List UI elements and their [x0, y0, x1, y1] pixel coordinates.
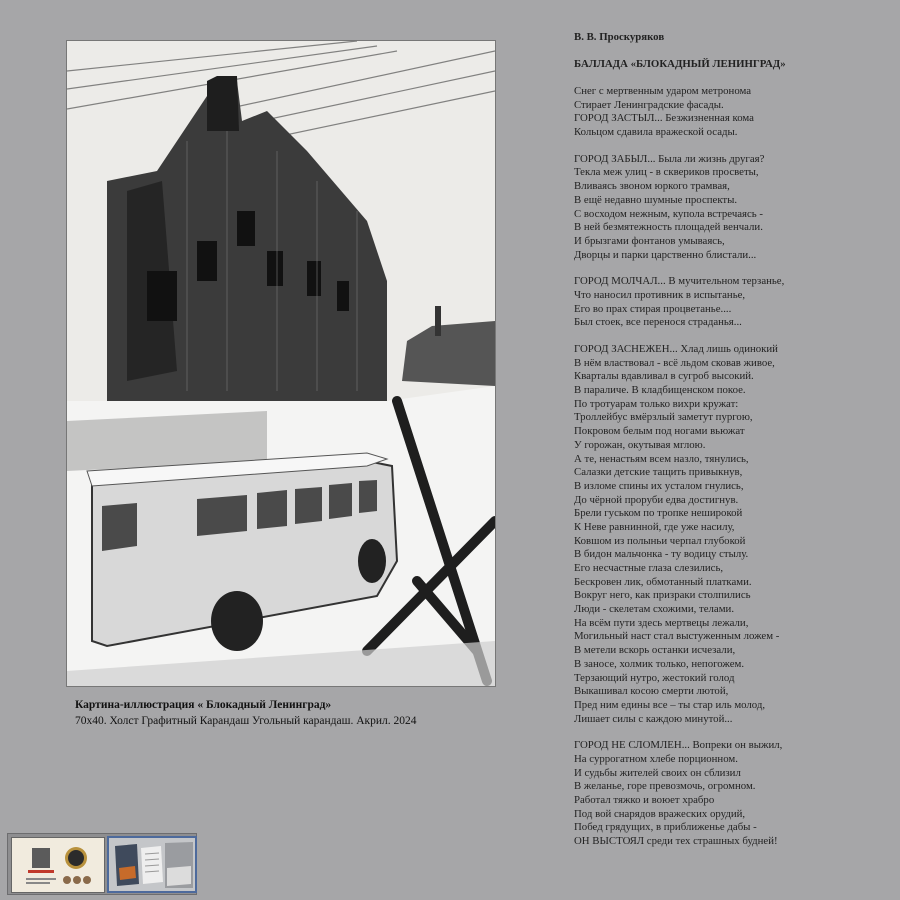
- poem-line: ГОРОД ЗАБЫЛ... Была ли жизнь другая?: [574, 152, 765, 165]
- poem-text: [574, 31, 894, 849]
- poem-line: Был стоек, все перенося страданья...: [574, 316, 742, 329]
- poem-line: К Неве равнинной, где уже насилу,: [574, 520, 735, 533]
- caption-title: Картина-иллюстрация « Блокадный Ленинград»: [75, 699, 332, 711]
- poem-line: По тротуарам только вихри кружат:: [574, 397, 739, 410]
- poem-line: Кварталы вдавливал в сугроб высокий.: [574, 370, 754, 383]
- poem-line: Выкашивал косою смерти лютой,: [574, 685, 729, 698]
- poem-line: Бескровен лик, обмотанный платками.: [574, 575, 752, 588]
- poem-line: С восходом нежным, купола встречаясь -: [574, 207, 764, 220]
- poem-line: В ещё недавно шумные проспекты.: [574, 193, 738, 206]
- poem-line: Его несчастные глаза слезились,: [574, 562, 724, 574]
- poem-line: Под вой снарядов вражеских орудий,: [574, 807, 746, 820]
- poem-line: ОН ВЫСТОЯЛ среди тех страшных будней!: [574, 835, 778, 848]
- poem-line: Троллейбус вмёрзлый заметут пургою,: [574, 411, 753, 424]
- poem-line: И судьбы жителей своих он сблизил: [574, 766, 741, 779]
- poem-line: В ней безмятежность площадей венчали.: [574, 221, 763, 234]
- poem-line: В заносе, холмик только, непогожем.: [574, 657, 745, 670]
- poem-line: ГОРОД ЗАСНЕЖЕН... Хлад лишь одинокий: [574, 343, 778, 355]
- poem-author: В. В. Проскуряков: [574, 31, 665, 43]
- painting-caption: [75, 697, 417, 729]
- poem-line: ГОРОД МОЛЧАЛ... В мучительном терзанье,: [574, 275, 785, 288]
- poem-line: И брызгами фонтанов умываясь,: [574, 234, 725, 247]
- poem-line: Кольцом сдавила вражеской осады.: [574, 126, 738, 139]
- poem-line: Терзающий нутро, жестокий голод: [574, 671, 735, 684]
- poem-line: В параличе. В кладбищенском покое.: [574, 384, 746, 397]
- poem-line: Снег с мертвенным ударом метронома: [574, 85, 752, 97]
- poem-line: Его во прах стирая процветанье....: [574, 302, 732, 315]
- poem-stanza: [574, 275, 894, 330]
- poem-line: В бидон мальчонка - ту водицу стылу.: [574, 548, 749, 561]
- poem-line: Текла меж улиц - в сквериков просветы,: [574, 166, 759, 179]
- poem-stanza: [574, 85, 894, 140]
- poem-title: БАЛЛАДА «БЛОКАДНЫЙ ЛЕНИНГРАД»: [574, 58, 786, 70]
- poem-line: Побед грядущих, в приближенье дабы -: [574, 821, 757, 834]
- poem-line: Люди - скелетам схожими, телами.: [574, 603, 735, 616]
- painting-image: [66, 40, 496, 687]
- poem-stanza: [574, 343, 894, 726]
- poem-stanzas: [574, 85, 894, 849]
- caption-details: 70х40. Холст Графитный Карандаш Угольный карандаш. Акрил. 2024: [75, 715, 417, 727]
- poem-line: Ковшом из полыньи черпал глубокой: [574, 534, 746, 547]
- thumbnail-1[interactable]: [11, 837, 105, 893]
- poem-line: В изломе спины их усталом гнулись,: [574, 479, 744, 492]
- poem-line: В метели вскорь останки исчезали,: [574, 644, 736, 657]
- poem-line: Дворцы и парки царственно блистали...: [574, 248, 757, 261]
- poem-line: Что наносил противник в испытанье,: [574, 288, 746, 301]
- thumbnail-2[interactable]: [107, 836, 197, 893]
- poem-line: Лишает силы с каждою минутой...: [574, 712, 733, 725]
- poem-line: На суррогатном хлебе порционном.: [574, 752, 738, 765]
- poem-line: Стирает Ленинградские фасады.: [574, 98, 724, 111]
- poem-line: Вливаясь звоном юркого трамвая,: [574, 180, 730, 193]
- poem-line: Могильный наст стал выстуженным ложем -: [574, 630, 780, 643]
- poem-line: ГОРОД НЕ СЛОМЛЕН... Вопреки он выжил,: [574, 739, 783, 752]
- poem-line: Покровом белым под ногами вьюжат: [574, 425, 745, 438]
- poem-stanza: [574, 153, 894, 263]
- poem-line: До чёрной проруби едва достигнув.: [574, 493, 739, 506]
- poem-line: Салазки детские тащить привыкнув,: [574, 466, 743, 479]
- poem-stanza: [574, 739, 894, 849]
- poem-line: На всём пути здесь мертвецы лежали,: [574, 616, 749, 629]
- poem-line: Брели гуськом по тропке неширокой: [574, 507, 743, 520]
- thumbnail-strip: [7, 833, 197, 895]
- poem-line: Вокруг него, как призраки столпились: [574, 589, 751, 602]
- poem-line: В нём властвовал - всё льдом сковав живое,: [574, 356, 775, 369]
- poem-line: ГОРОД ЗАСТЫЛ... Безжизненная кома: [574, 112, 754, 125]
- poem-line: У горожан, окутывая мглою.: [574, 438, 706, 451]
- poem-line: А те, ненастьям всем назло, тянулись,: [574, 452, 749, 465]
- poem-line: Работал тяжко и воюет храбро: [574, 794, 715, 806]
- poem-line: Пред ним едины все – ты стар иль молод,: [574, 698, 766, 711]
- poem-line: В желанье, горе превозмочь, огромном.: [574, 780, 756, 793]
